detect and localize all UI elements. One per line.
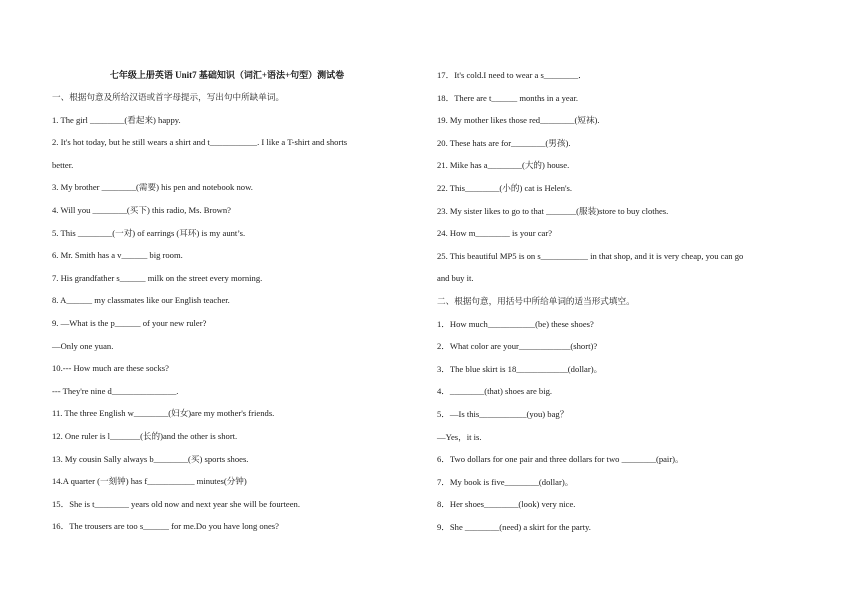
left-column — [52, 64, 402, 538]
question-line: 3. My brother ________(需要) his pen and notebook now. — [52, 182, 253, 193]
question-line: 23. My sister likes to go to that _______(服装)store to buy clothes. — [437, 205, 669, 216]
question-line: 4. Will you ________(买下) this radio, Ms. Brown? — [52, 204, 231, 215]
question-line: 21. Mike has a________(大的) house. — [437, 160, 570, 171]
question-line: 13. My cousin Sally always b________(买) sports shoes. — [52, 453, 249, 464]
question-line: 25. This beautiful MP5 is on s___________ in that shop, and it is very cheap, you can go — [437, 250, 744, 261]
question-line: 6. Mr. Smith has a v______ big room. — [52, 250, 183, 261]
question-line: 19. My mother likes those red________(短袜). — [437, 115, 600, 126]
question-line: 6．Two dollars for one pair and three dollars for two ________(pair)。 — [437, 454, 684, 465]
question-line: 8. A______ my classmates like our English teacher. — [52, 295, 230, 306]
question-line: 9．She ________(need) a skirt for the party. — [437, 521, 591, 532]
question-line: 7．My book is five________(dollar)。 — [437, 476, 574, 487]
question-line: 14.A quarter (一刻钟) has f___________ minutes(分钟) — [52, 476, 247, 487]
question-line: 24. How m________ is your car? — [437, 228, 553, 239]
question-line: 9. —What is the p______ of your new ruler? — [52, 317, 207, 328]
question-line: 12. One ruler is l_______(长的)and the other is short. — [52, 430, 238, 441]
question-line: 16．The trousers are too s______ for me.Do you have long ones? — [52, 521, 279, 532]
question-line: 22. This________(小的) cat is Helen's. — [437, 182, 573, 193]
question-line: 8．Her shoes________(look) very nice. — [437, 499, 576, 510]
question-line: 18．There are t______ months in a year. — [437, 92, 579, 103]
question-line: 2. It's hot today, but he still wears a shirt and t___________. I like a T-shirt and shorts — [52, 137, 348, 148]
question-line: 11. The three English w________(妇女)are my mother's friends. — [52, 408, 275, 419]
question-line: 7. His grandfather s______ milk on the street every morning. — [52, 272, 263, 283]
question-line: —Only one yuan. — [52, 340, 114, 351]
page-title: 七年级上册英语 Unit7 基础知识（词汇+语法+句型）测试卷 — [109, 70, 345, 80]
question-line: and buy it. — [437, 273, 474, 284]
section-heading-2: 二、根据句意，用括号中所给单词的适当形式填空。 — [437, 295, 635, 306]
question-line: 10.--- How much are these socks? — [52, 363, 169, 374]
question-line: 5. This ________(一对) of earrings (耳环) is my aunt’s. — [52, 227, 246, 238]
question-line: 15．She is t________ years old now and next year she will be fourteen. — [52, 498, 300, 509]
question-line: 20. These hats are for________(男孩). — [437, 137, 571, 148]
question-line: better. — [52, 159, 74, 170]
question-line: --- They're nine d_______________. — [52, 385, 179, 396]
question-line: 4．________(that) shoes are big. — [437, 386, 553, 397]
question-line: —Yes，it is. — [437, 431, 482, 442]
question-line: 1．How much___________(be) these shoes? — [437, 318, 594, 329]
section-heading-1: 一、根据句意及所给汉语或首字母提示，写出句中所缺单词。 — [52, 92, 285, 102]
question-line: 3．The blue skirt is 18____________(dollar)。 — [437, 363, 603, 374]
question-line: 17．It's cold.I need to wear a s________． — [437, 70, 587, 80]
question-line: 2．What color are your____________(short)? — [437, 341, 598, 352]
question-line: 1. The girl ________(看起来) happy. — [52, 114, 181, 125]
right-column — [437, 64, 817, 538]
question-line: 5．—Is this___________(you) bag？ — [437, 408, 569, 419]
